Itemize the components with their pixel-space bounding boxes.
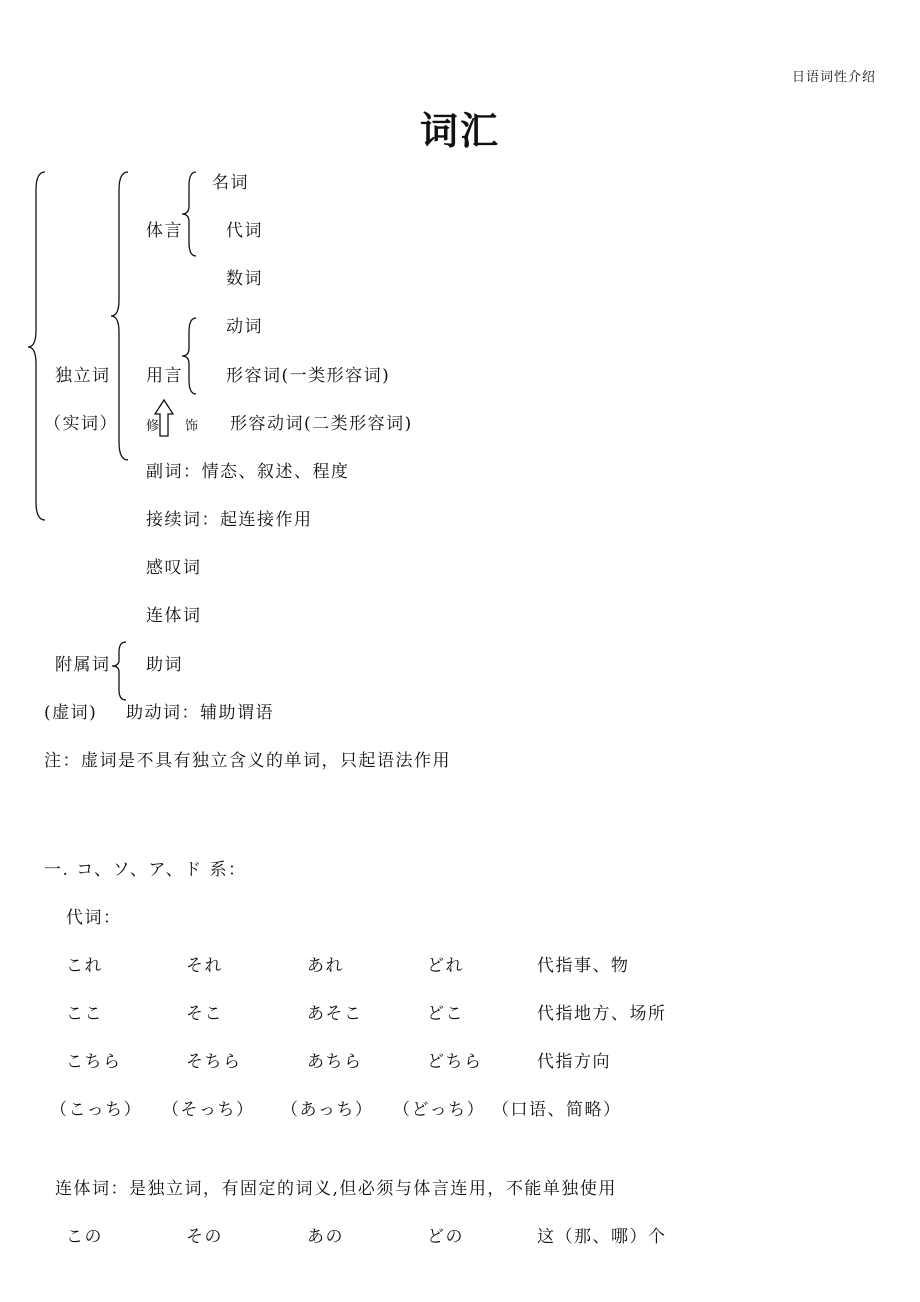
table-cell: そちら <box>186 1052 242 1072</box>
yougen-label: 用言 <box>146 366 183 386</box>
table-cell: （そっち） <box>162 1100 255 1120</box>
document-header-label: 日语词性介绍 <box>791 70 876 85</box>
table-cell: どれ <box>427 956 464 976</box>
table-cell: ここ <box>66 1004 103 1024</box>
modify-left-label: 修 <box>146 419 161 434</box>
table-cell: その <box>186 1227 223 1247</box>
dependent-word-alias: (虚词) <box>44 703 98 723</box>
table-cell: （こっち） <box>50 1100 143 1120</box>
brace-yougen <box>182 318 196 394</box>
pronoun-label: 代词 <box>226 221 263 241</box>
modify-right-label: 饰 <box>185 419 200 434</box>
section-heading: 一. コ、ソ、ア、ド 系： <box>44 860 247 880</box>
adverb-label: 副词：情态、叙述、程度 <box>146 462 350 482</box>
taigen-label: 体言 <box>146 221 183 241</box>
table-cell: そこ <box>186 1004 223 1024</box>
table-cell: あれ <box>307 956 344 976</box>
table-cell: どの <box>427 1227 464 1247</box>
rentai-note: 连体词：是独立词，有固定的词义,但必须与体言连用，不能单独使用 <box>55 1179 617 1199</box>
independent-word-alias: （实词） <box>44 414 118 434</box>
table-cell: （どっち） <box>393 1100 486 1120</box>
adjective-label: 形容词(一类形容词) <box>226 366 391 386</box>
aux-verb-label: 助动词：辅助谓语 <box>126 703 274 723</box>
table-cell: あそこ <box>307 1004 363 1024</box>
table-cell: どこ <box>427 1004 464 1024</box>
dependent-word-label: 附属词 <box>55 655 111 675</box>
interjection-label: 感叹词 <box>146 558 202 578</box>
adjectival-verb-label: 形容动词(二类形容词) <box>230 414 413 434</box>
verb-label: 动词 <box>226 317 263 337</box>
numeral-label: 数词 <box>226 269 263 289</box>
noun-label: 名词 <box>212 173 249 193</box>
table-cell: 代指方向 <box>537 1052 611 1072</box>
brace-independent <box>28 172 45 520</box>
brace-taigen <box>182 172 196 256</box>
table-cell: こちら <box>66 1052 122 1072</box>
table-cell: （口语、简略） <box>492 1100 622 1120</box>
table-cell: どちら <box>427 1052 483 1072</box>
conjunction-label: 接续词：起连接作用 <box>146 510 313 530</box>
table-cell: この <box>66 1227 103 1247</box>
prenominal-label: 连体词 <box>146 606 202 626</box>
page-title: 词汇 <box>419 109 500 153</box>
table-cell: これ <box>66 956 103 976</box>
brace-dependent <box>112 642 126 700</box>
table-cell: 代指地方、场所 <box>537 1004 667 1024</box>
table-cell: それ <box>186 956 223 976</box>
table-cell: あの <box>307 1227 344 1247</box>
function-word-note: 注：虚词是不具有独立含义的单词，只起语法作用 <box>44 751 451 771</box>
pronoun-table-label: 代词： <box>66 908 122 928</box>
table-cell: 代指事、物 <box>537 956 630 976</box>
table-cell: （あっち） <box>281 1100 374 1120</box>
independent-word-label: 独立词 <box>55 366 111 386</box>
table-cell: 这（那、哪）个 <box>537 1227 667 1247</box>
particle-label: 助词 <box>146 655 183 675</box>
table-cell: あちら <box>307 1052 363 1072</box>
